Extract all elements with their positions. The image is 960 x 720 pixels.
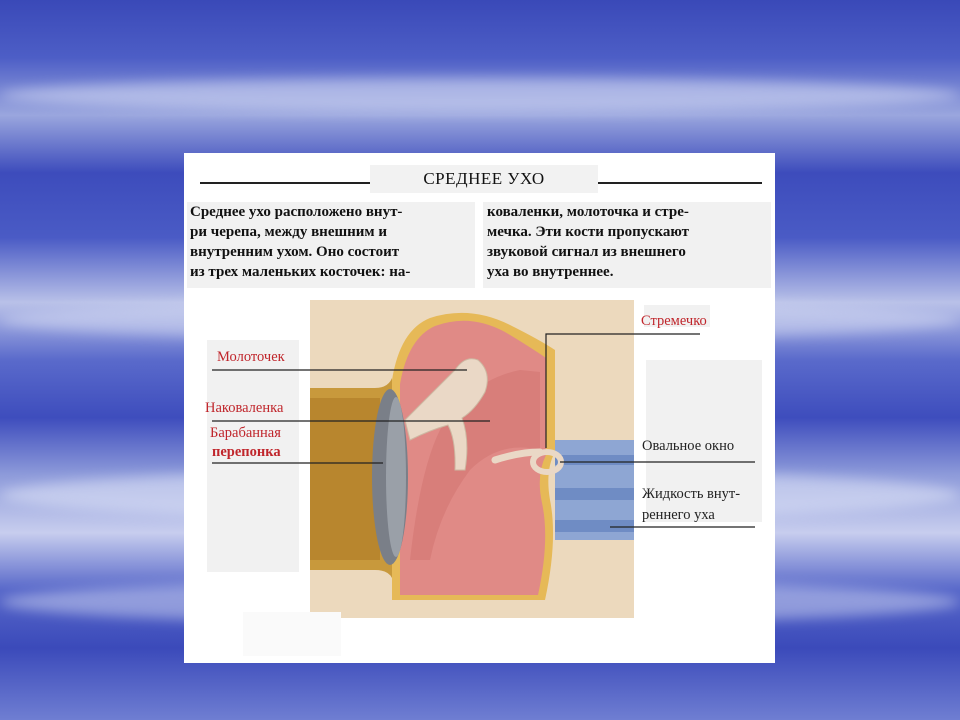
label-eardrum-line1: Барабанная [210, 425, 281, 441]
label-fluid-line2: реннего уха [642, 507, 715, 523]
ear-canal-inner [310, 398, 380, 560]
label-stirrup: Стремечко [641, 313, 707, 329]
description-line: уха во внутреннее. [487, 264, 614, 280]
description-line: звуковой сигнал из внешнего [487, 244, 686, 260]
label-fluid-line1: Жидкость внут- [642, 486, 741, 502]
fluid-band [555, 455, 634, 465]
fluid-band [555, 488, 634, 500]
label-oval-window: Овальное окно [642, 438, 735, 454]
description-line: ри черепа, между внешним и [190, 224, 388, 240]
label-eardrum-line2: перепонка [212, 444, 281, 460]
description-line: коваленки, молоточка и стре- [487, 204, 689, 220]
description-line: внутренним ухом. Оно состоит [190, 244, 400, 260]
description-line: Среднее ухо расположено внут- [190, 204, 403, 220]
label-hammer: Молоточек [217, 349, 285, 365]
description-line: из трех маленьких косточек: на- [190, 264, 411, 280]
label-anvil: Наковаленка [205, 400, 284, 416]
blank-box [243, 612, 341, 656]
fluid-band [555, 520, 634, 532]
description-line: мечка. Эти кости пропускают [487, 224, 690, 240]
page-title: СРЕДНЕЕ УХО [370, 165, 598, 193]
